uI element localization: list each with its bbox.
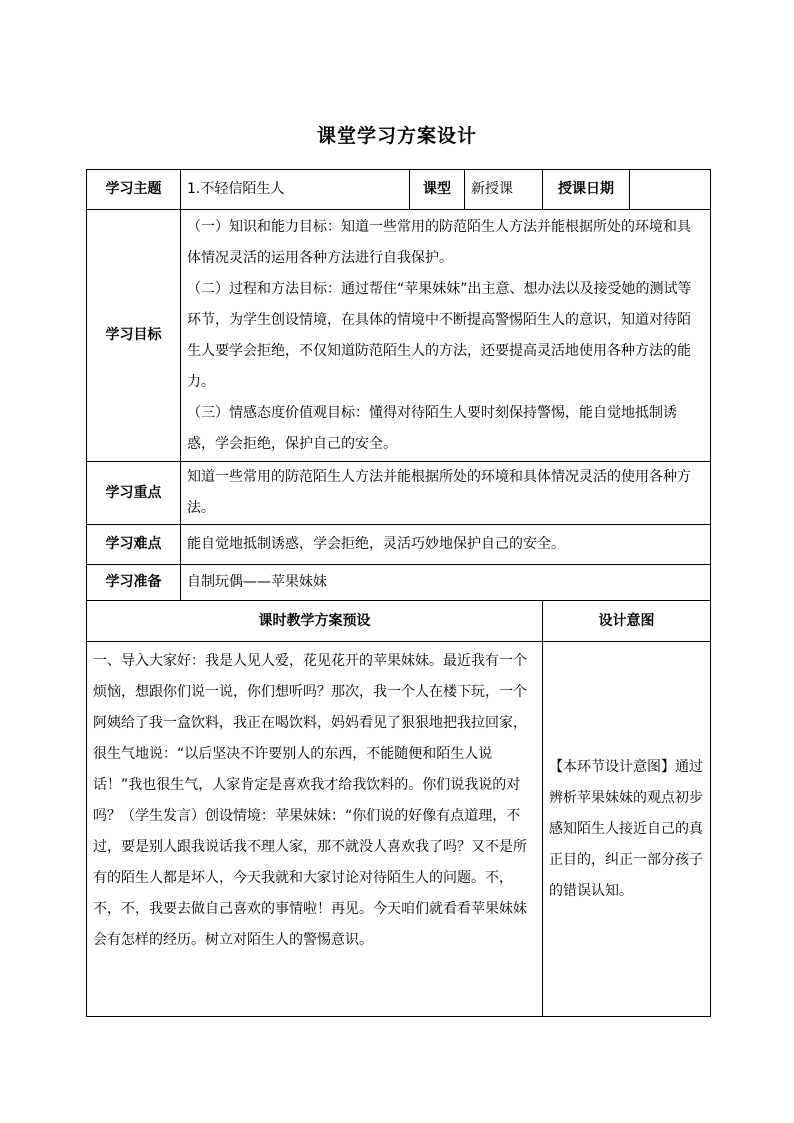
objectives-content	[181, 210, 711, 462]
objectives-label: 学习目标	[87, 210, 181, 462]
difficulties-text: 能自觉地抵制诱惑，学会拒绝，灵活巧妙地保护自己的安全。	[181, 525, 711, 565]
key-points-row	[87, 462, 711, 525]
objectives-row	[87, 210, 711, 462]
objective-emotion: （三）情感态度价值观目标：懂得对待陌生人要时刻保持警惕，能自觉地抵制诱惑，学会拒绝，保护自己的安全。	[187, 404, 677, 452]
plan-body-row	[87, 642, 711, 1017]
key-points-label: 学习重点	[87, 462, 181, 525]
lesson-plan-table	[86, 169, 711, 1017]
preparation-label: 学习准备	[87, 565, 181, 601]
difficulties-row	[87, 525, 711, 565]
plan-header-row	[87, 601, 711, 642]
plan-body-left: 一、导入大家好：我是人见人爱，花见花开的苹果妹妹。最近我有一个烦恼，想跟你们说一说，你们想听吗？那次，我一个人在楼下玩，一个阿姨给了我一盒饮料，我正在喝饮料，妈妈看见了狠狠地把我拉回家，很生气地说：“以后坚决不许要别人的东西，不能随便和陌生人说话！”我也很生气，人家肯定是喜欢我才给我饮料的。你们说我说的对吗？（学生发言）创设情境：苹果妹妹：“你们说的好像有点道理，不过，要是别人跟我说话我不理人家，那不就没人喜欢我了吗？又不是所有的陌生人都是坏人，今天我就和大家讨论对待陌生人的问题。不，不，不，我要去做自己喜欢的事情啦！再见。今天咱们就看看苹果妹妹会有怎样的经历。树立对陌生人的警惕意识。	[87, 642, 543, 1017]
plan-header-left: 课时教学方案预设	[87, 601, 543, 642]
objective-process: （二）过程和方法目标：通过帮住“苹果妹妹”出主意、想办法以及接受她的测试等环节，为学生创设情境，在具体的情境中不断提高警惕陌生人的意识，知道对待陌生人要学会拒绝，不仅知道防范陌生人的方法，还要提高灵活地使用各种方法的能力。	[187, 280, 692, 390]
date-value	[630, 170, 711, 210]
key-points-text: 知道一些常用的防范陌生人方法并能根据所处的环境和具体情况灵活的使用各种方法。	[181, 462, 711, 525]
plan-body-right: 【本环节设计意图】通过辨析苹果妹妹的观点初步感知陌生人接近自己的真正目的，纠正一部分孩子的错误认知。	[543, 642, 711, 1017]
objective-knowledge: （一）知识和能力目标：知道一些常用的防范陌生人方法并能根据所处的环境和具体情况灵活的运用各种方法进行自我保护。	[187, 218, 691, 266]
topic-value: 1.不轻信陌生人	[181, 170, 410, 210]
page-title: 课堂学习方案设计	[316, 125, 477, 147]
date-label: 授课日期	[543, 170, 630, 210]
difficulties-label: 学习难点	[87, 525, 181, 565]
preparation-row	[87, 565, 711, 601]
preparation-text: 自制玩偶——苹果妹妹	[181, 565, 711, 601]
type-value: 新授课	[465, 170, 543, 210]
plan-header-right: 设计意图	[543, 601, 711, 642]
topic-row	[87, 170, 711, 210]
topic-label: 学习主题	[87, 170, 181, 210]
type-label: 课型	[410, 170, 465, 210]
